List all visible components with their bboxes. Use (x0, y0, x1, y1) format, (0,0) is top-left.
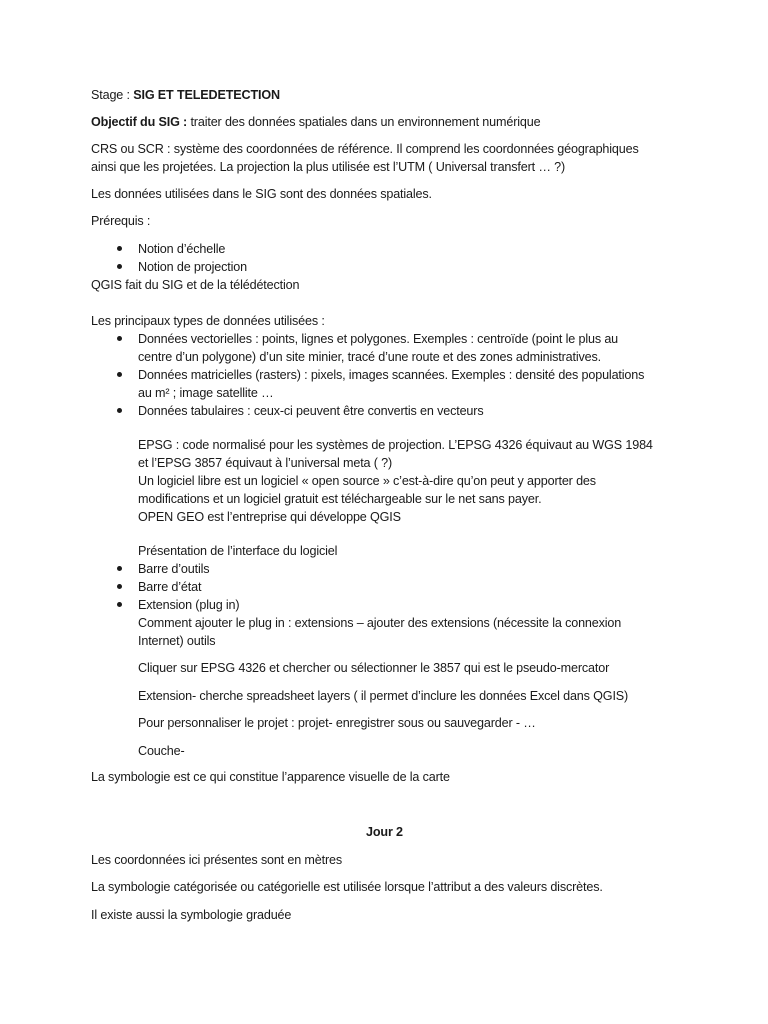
libre-line-1: Un logiciel libre est un logiciel « open source » c’est-à-dire qu’on peut y apporter des (138, 474, 596, 488)
graduee-line: Il existe aussi la symbologie graduée (91, 908, 292, 922)
prerequis-label: Prérequis : (91, 214, 151, 228)
matricielles-line-2: au m² ; image satellite … (138, 386, 274, 400)
qgis-line: QGIS fait du SIG et de la télédétection (91, 278, 300, 292)
categorisee-line: La symbologie catégorisée ou catégorielle est utilisée lorsque l’attribut a des valeurs discrètes. (91, 880, 603, 894)
epsg-line-1: EPSG : code normalisé pour les systèmes de projection. L’EPSG 4326 équivaut au WGS 1984 (138, 438, 653, 452)
coordonnees-line: Les coordonnées ici présentes sont en mètres (91, 853, 343, 867)
objectif-line (91, 114, 540, 130)
jour2-heading: Jour 2 (366, 825, 403, 839)
stage-line (91, 87, 280, 103)
symbologie-line: La symbologie est ce qui constitue l’apparence visuelle de la carte (91, 770, 450, 784)
interface-item-outils: Barre d’outils (138, 562, 210, 576)
interface-item-etat: Barre d’état (138, 580, 202, 594)
bullet-icon (117, 336, 122, 341)
stage-title: SIG ET TELEDETECTION (133, 88, 280, 102)
couche-line: Couche- (138, 744, 185, 758)
libre-line-2: modifications et un logiciel gratuit est téléchargeable sur le net sans payer. (138, 492, 542, 506)
matricielles-line-1: Données matricielles (rasters) : pixels, images scannées. Exemples : densité des populations (138, 368, 645, 382)
plugin-line-2: Internet) outils (138, 634, 216, 648)
interface-item-extension: Extension (plug in) (138, 598, 240, 612)
types-label: Les principaux types de données utilisées : (91, 314, 325, 328)
donnees-sig-line: Les données utilisées dans le SIG sont des données spatiales. (91, 187, 432, 201)
prerequis-item-projection: Notion de projection (138, 260, 248, 274)
crs-line-2: ainsi que les projetées. La projection la plus utilisée est l’UTM ( Universal transfert … ?) (91, 160, 566, 174)
bullet-icon (117, 372, 122, 377)
objectif-text: traiter des données spatiales dans un environnement numérique (187, 115, 541, 129)
prerequis-item-echelle: Notion d’échelle (138, 242, 226, 256)
vectorielles-line-1: Données vectorielles : points, lignes et polygones. Exemples : centroïde (point le plus au (138, 332, 619, 346)
opengeo-line: OPEN GEO est l’entreprise qui développe QGIS (138, 510, 401, 524)
bullet-icon (117, 566, 122, 571)
bullet-icon (117, 584, 122, 589)
objectif-label: Objectif du SIG : (91, 115, 188, 129)
tabulaires-line: Données tabulaires : ceux-ci peuvent être convertis en vecteurs (138, 404, 484, 418)
personnaliser-line: Pour personnaliser le projet : projet- enregistrer sous ou sauvegarder - … (138, 716, 536, 730)
bullet-icon (117, 264, 122, 269)
crs-line-1: CRS ou SCR : système des coordonnées de référence. Il comprend les coordonnées géographiques (91, 142, 639, 156)
extension-line: Extension- cherche spreadsheet layers ( il permet d’inclure les données Excel dans QGIS) (138, 689, 629, 703)
bullet-icon (117, 246, 122, 251)
stage-prefix: Stage : (91, 88, 134, 102)
presentation-line: Présentation de l’interface du logiciel (138, 544, 338, 558)
vectorielles-line-2: centre d’un polygone) d’un site minier, tracé d’une route et des zones administratives. (138, 350, 601, 364)
bullet-icon (117, 602, 122, 607)
epsg-line-2: et l’EPSG 3857 équivaut à l’universal meta ( ?) (138, 456, 393, 470)
cliquer-line: Cliquer sur EPSG 4326 et chercher ou sélectionner le 3857 qui est le pseudo-mercator (138, 661, 610, 675)
bullet-icon (117, 408, 122, 413)
plugin-line-1: Comment ajouter le plug in : extensions – ajouter des extensions (nécessite la connexion (138, 616, 622, 630)
